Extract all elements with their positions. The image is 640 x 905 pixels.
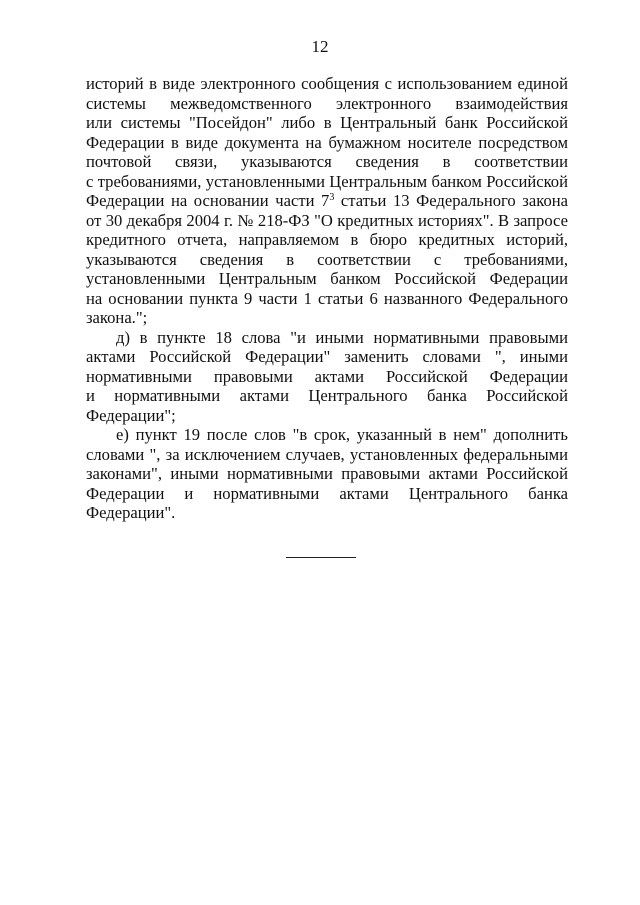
document-body — [86, 74, 568, 523]
text-line: Федерации в виде документа на бумажном носителе посредством — [86, 132, 568, 152]
page-number: 12 — [311, 37, 329, 56]
text-line: и нормативными актами Центрального банка Российской — [86, 386, 568, 405]
text-line: нормативными правовыми актами Российской Федерации — [86, 366, 568, 386]
text-line: словами ", за исключением случаев, установленных федеральными — [86, 444, 568, 464]
text-line: Федерации и нормативными актами Центрального банка — [86, 483, 568, 503]
text-line: актами Российской Федерации" заменить словами ", иными — [86, 347, 568, 366]
text-line: установленными Центральным банком Российской Федерации — [86, 269, 568, 288]
text-fragment: статьи 13 Федерального закона — [334, 191, 568, 210]
paragraph-continuation — [86, 74, 568, 328]
superscript-number: 3 — [329, 192, 335, 203]
text-line: кредитного отчета, направляемом в бюро кредитных историй, — [86, 230, 568, 249]
text-line: системы межведомственного электронного взаимодействия — [86, 93, 568, 113]
text-fragment: Федерации на основании части 7 — [86, 191, 330, 210]
text-line: е) пункт 19 после слов "в срок, указанный в нем" дополнить — [116, 425, 568, 444]
text-line: Федерации". — [86, 503, 176, 522]
text-line: на основании пункта 9 части 1 статьи 6 названного Федерального — [86, 288, 568, 308]
text-line: д) в пункте 18 слова "и иными нормативными правовыми — [116, 327, 568, 347]
text-line: или системы "Посейдон" либо в Центральный банк Российской — [86, 113, 568, 132]
text-line: от 30 декабря 2004 г. № 218-ФЗ "О кредитных историях". В запросе — [86, 210, 568, 230]
paragraph-item-d — [86, 328, 568, 426]
text-line: законами", иными нормативными правовыми актами Российской — [86, 464, 568, 483]
paragraph-item-e — [86, 425, 568, 523]
text-line: закона."; — [86, 308, 148, 327]
text-line: почтовой связи, указываются сведения в соответствии — [86, 152, 568, 171]
text-line: Федерации"; — [86, 405, 176, 425]
text-line: с требованиями, установленными Центральным банком Российской — [86, 171, 568, 191]
end-rule — [286, 557, 356, 558]
text-line: историй в виде электронного сообщения с использованием единой — [86, 74, 568, 93]
text-line — [86, 191, 568, 211]
text-line: указываются сведения в соответствии с требованиями, — [86, 249, 568, 269]
